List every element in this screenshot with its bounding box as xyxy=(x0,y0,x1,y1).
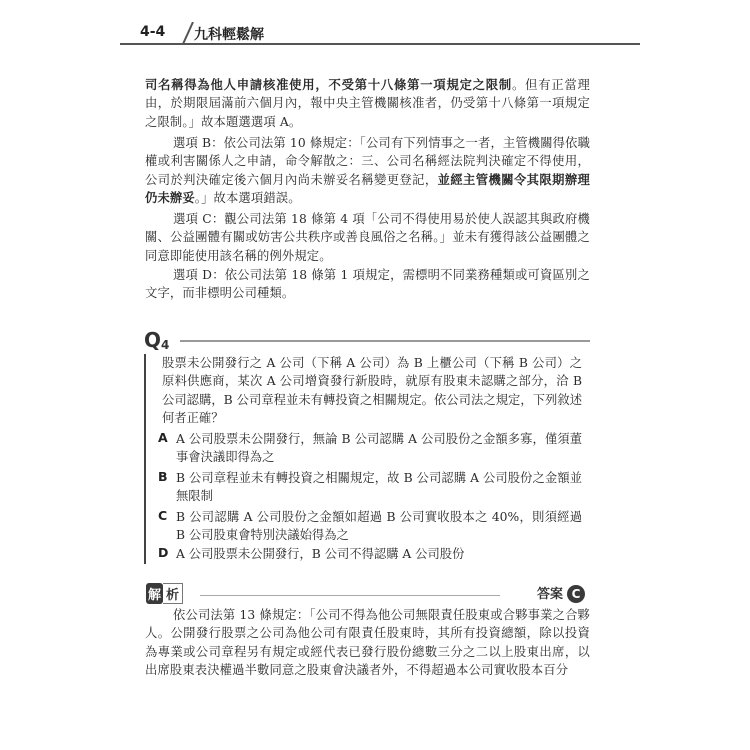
answer-indicator xyxy=(537,583,585,603)
option-text: B 公司認購 A 公司股份之金額如超過 B 公司實收股本之 40%，則須經過 B 公司股東會特別決議始得為之 xyxy=(176,510,582,543)
header-slash-icon xyxy=(181,22,195,44)
option-text: B 公司章程並未有轉投資之相關規定，故 B 公司認購 A 公司股份之金額並無限制 xyxy=(176,471,582,504)
prev-explanation-paragraph-1 xyxy=(145,76,590,131)
paragraph-text: 選項 B：依公司法第 10 條規定：「公司有下列情事之一者，主管機關得依職權或利害關係人之申請，命令解散之：三、公司名稱經法院判決確定不得使用，公司於判決確定後六個月內尚未辦妥名稱變更登記， xyxy=(145,136,591,187)
header-rule xyxy=(120,43,640,45)
question-stem: 股票未公開發行之 A 公司（下稱 A 公司）為 B 上櫃公司（下稱 B 公司）之原料供應商，某次 A 公司增資發行新股時，就原有股東未認購之部分，洽 B 公司認購，B 公司章程並未有轉投資之相關規定。依公司法之規定，下列敘述何者正確？ xyxy=(162,356,582,426)
question-top-rule xyxy=(180,340,590,342)
paragraph-text: 。但有正當理由，於期限屆滿前六個月內，報中央主管機關核准者，仍受第十八條第一項規定之限制。」故本題選選項 A。 xyxy=(145,78,590,129)
option-c xyxy=(158,508,582,545)
book-title: 九科輕鬆解 xyxy=(194,27,264,43)
explanation-label-box-2: 析 xyxy=(163,583,183,604)
paragraph-text: 選項 C：觀公司法第 18 條第 4 項「公司不得使用易於使人誤認其與政府機關、公益團體有關或妨害公共秩序或善良風俗之名稱。」並未有獲得該公益團體之同意即能使用該名稱的例外規定。 xyxy=(145,212,590,263)
option-b xyxy=(158,469,582,506)
option-text: A 公司股票未公開發行，無論 B 公司認購 A 公司股份之金額多寡，僅須董事會決議即得為之 xyxy=(176,432,582,465)
paragraph-text: 選項 D：依公司法第 18 條第 1 項規定，需標明不同業務種類或可資區別之文字，而非標明公司種類。 xyxy=(145,268,590,301)
option-letter: A xyxy=(158,430,168,445)
answer-label: 答案 xyxy=(537,587,564,602)
question-label xyxy=(144,328,169,352)
question-number: 4 xyxy=(161,338,170,352)
bold-text: 並經主管機關令其限期辦理仍未辦妥 xyxy=(145,172,590,206)
paragraph-text: 依公司法第 13 條規定：「公司不得為他公司無限責任股東或合夥事業之合夥人。公開發行股票之公司為他公司有限責任股東時，其所有投資總額，除以投資為專業或公司章程另有規定或經代表已發行股份總數三分之二以上股東出席，以出席股東表決權過半數同意之股東會決議者外，不得超過本公司實收股本百分 xyxy=(145,608,590,678)
option-letter: D xyxy=(158,545,169,560)
explanation-rule xyxy=(200,595,500,596)
option-c-explanation xyxy=(145,210,590,265)
bold-text: 司名稱得為他人申請核准使用，不受第十八條第一項規定之限制 xyxy=(145,78,513,92)
page-header xyxy=(120,22,640,44)
option-d xyxy=(158,545,582,563)
question-left-rule xyxy=(144,354,146,564)
explanation-label-box: 解 xyxy=(146,583,163,604)
option-text: A 公司股票未公開發行，B 公司不得認購 A 公司股份 xyxy=(176,547,465,561)
answer-badge: C xyxy=(567,585,585,603)
chapter-number: 4-4 xyxy=(140,24,166,40)
paragraph-text: 。」故本選項錯誤。 xyxy=(194,191,301,206)
option-a xyxy=(158,430,582,467)
explanation-paragraph xyxy=(145,606,590,680)
q-letter: Q xyxy=(144,328,162,352)
option-d-explanation xyxy=(145,266,590,303)
explanation-label xyxy=(146,583,183,603)
option-b-explanation xyxy=(145,134,590,208)
question-box xyxy=(140,324,590,564)
option-letter: C xyxy=(158,508,168,523)
option-letter: B xyxy=(158,469,168,484)
